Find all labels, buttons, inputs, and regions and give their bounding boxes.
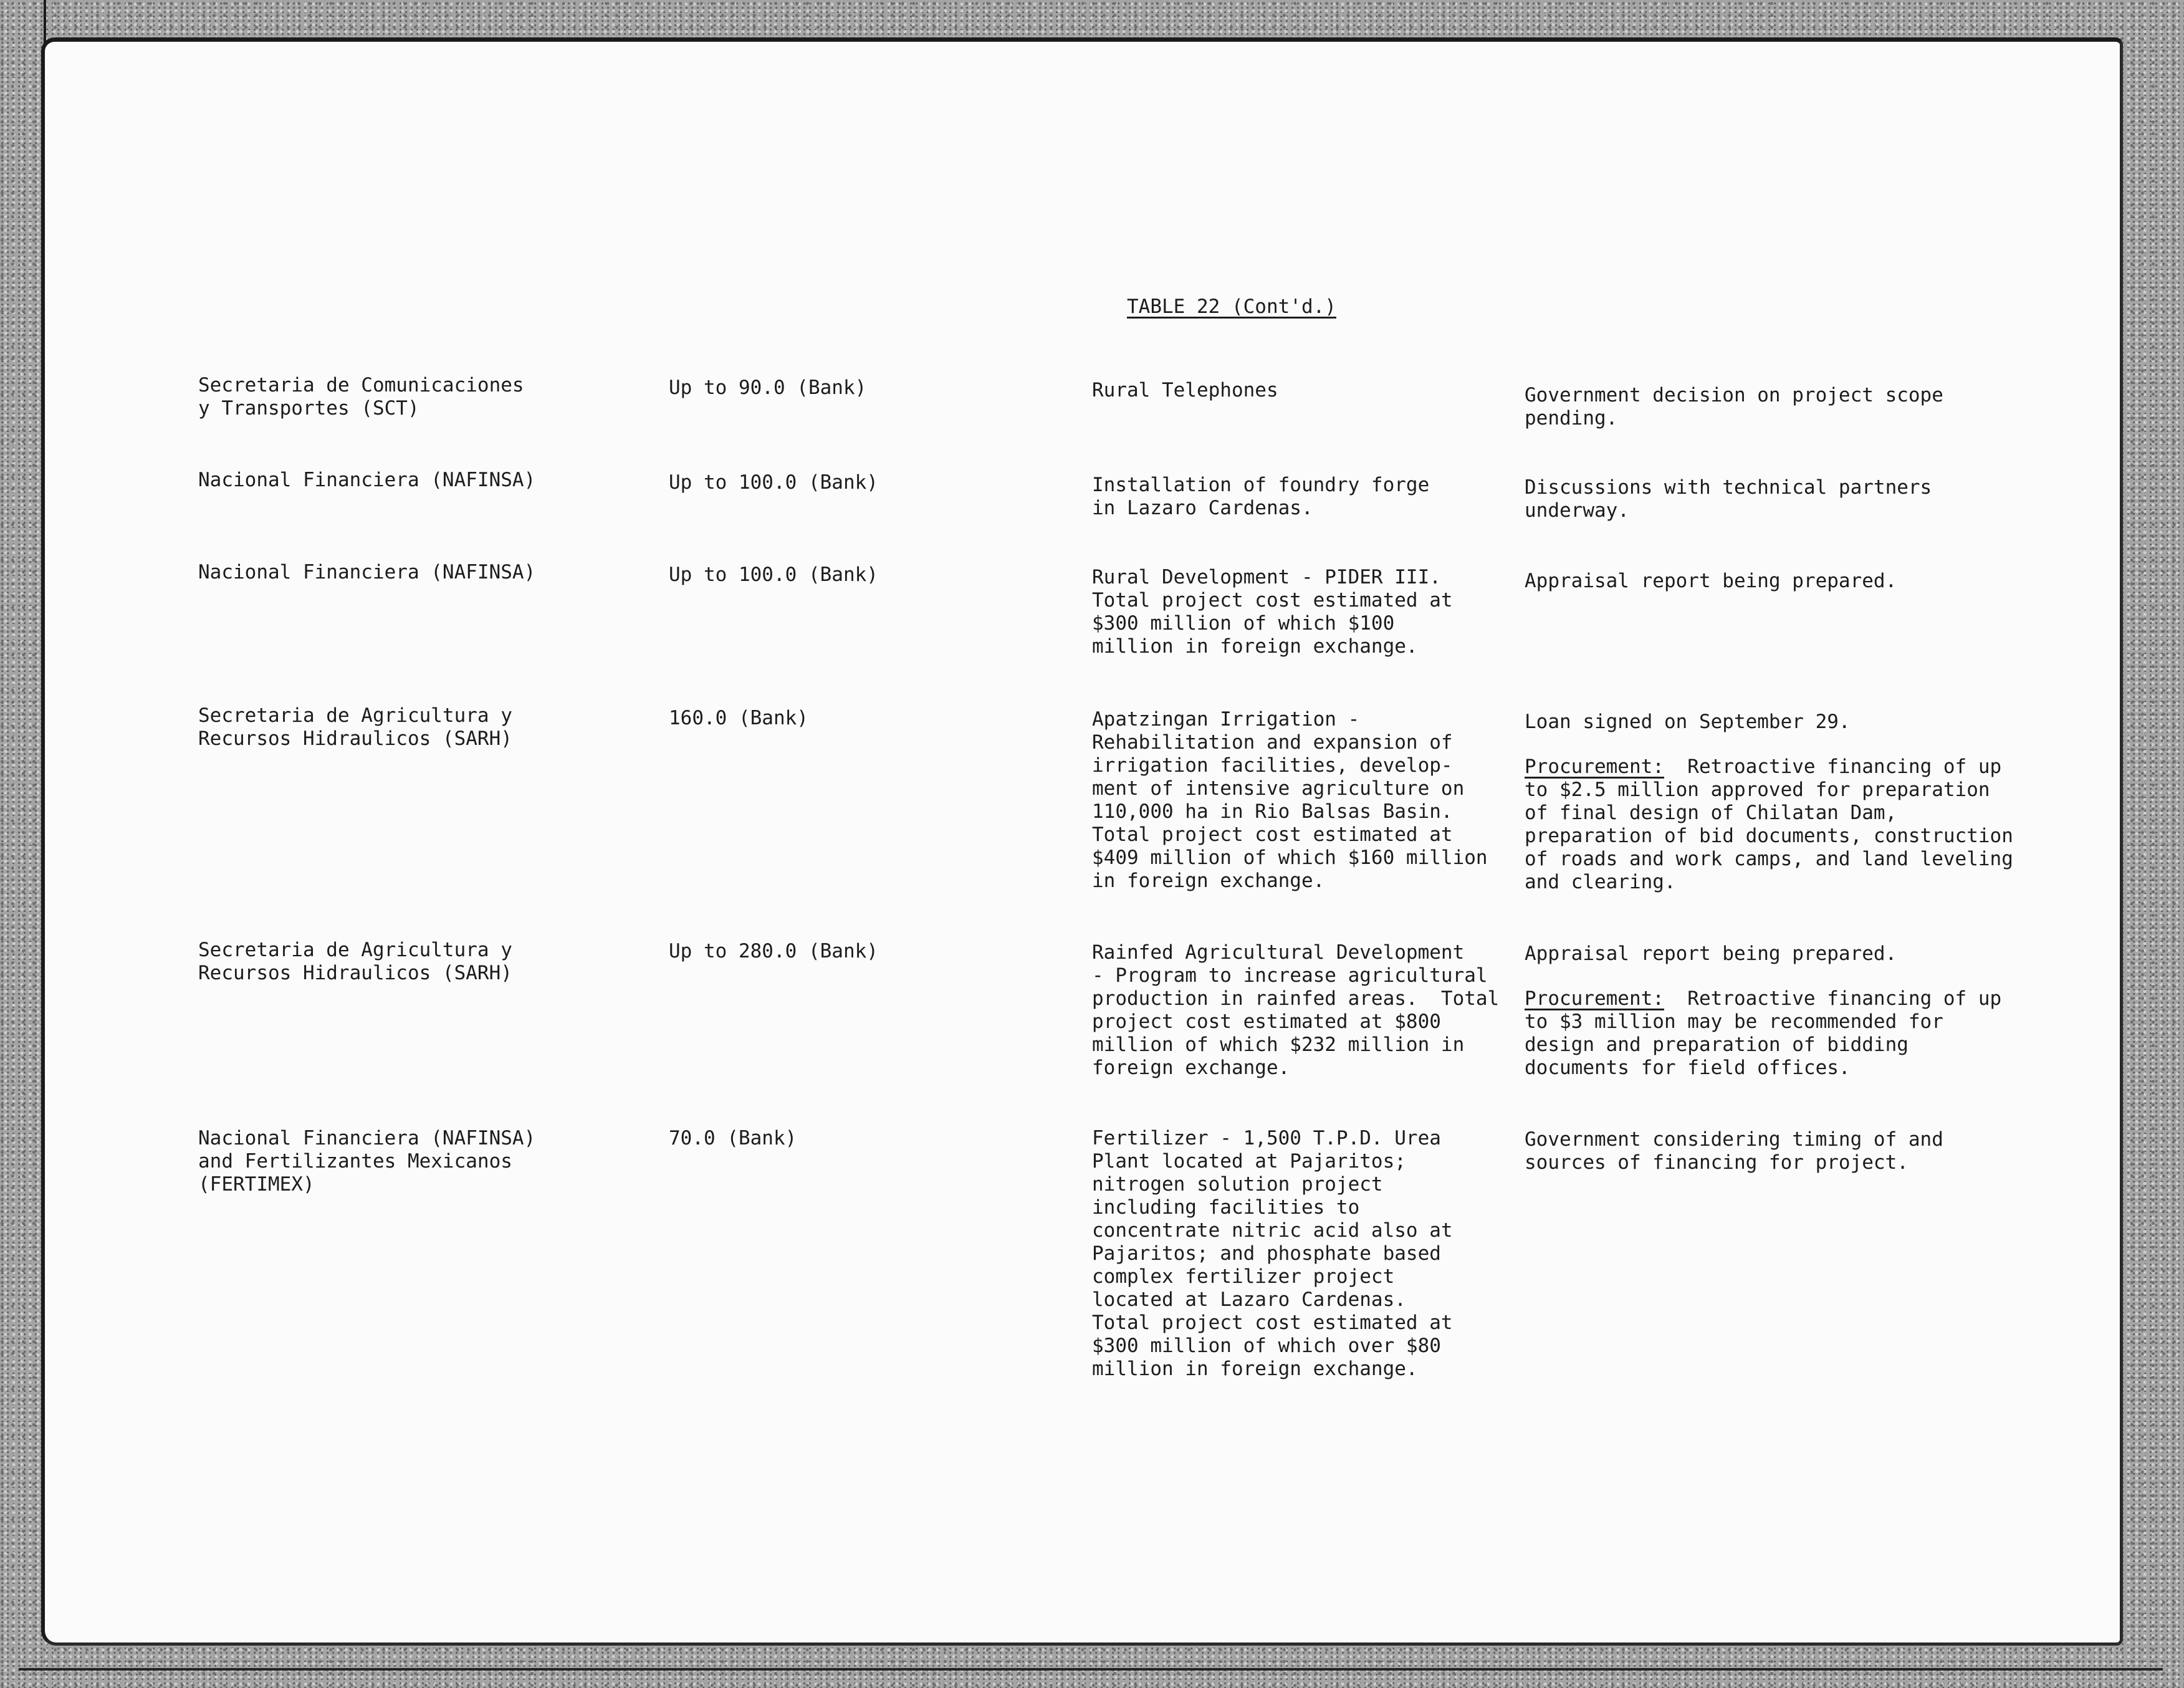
procurement-note — [1525, 755, 2013, 894]
project-cell: Rainfed Agricultural Development - Program to increase agricultural production in rainfed areas. Total project cost estimated at $800 million of which $232 million in foreign exchange. — [1092, 941, 1500, 1079]
project-cell: Rural Telephones — [1092, 379, 1278, 401]
agency-cell: Secretaria de Comunicaciones y Transportes (SCT) — [198, 374, 524, 420]
status-cell: Government considering timing of and sources of financing for project. — [1525, 1128, 1943, 1174]
procurement-rest: to $2.5 million approved for preparation of final design of Chilatan Dam, preparation of bid documents, construction of roads and work camps, and land leveling and clearing. — [1525, 779, 2013, 893]
amount-cell: Up to 90.0 (Bank) — [669, 376, 867, 399]
agency-cell: Nacional Financiera (NAFINSA) — [198, 469, 536, 491]
status-cell: Appraisal report being prepared. — [1525, 570, 1897, 592]
amount-cell: Up to 100.0 (Bank) — [669, 471, 878, 494]
status-cell: Government decision on project scope pending. — [1525, 384, 1943, 429]
procurement-label: Procurement: — [1525, 755, 1664, 778]
agency-cell: Secretaria de Agricultura y Recursos Hidraulicos (SARH) — [198, 704, 512, 750]
procurement-first-line: Retroactive financing of up — [1664, 987, 2002, 1010]
scan-edge-line — [44, 0, 46, 44]
amount-cell: 160.0 (Bank) — [669, 707, 808, 729]
table-title: TABLE 22 (Cont'd.) — [1127, 295, 1336, 318]
project-cell: Apatzingan Irrigation - Rehabilitation and expansion of irrigation facilities, develop- ment of intensive agriculture on 110,000 ha in Rio Balsas Basin. Total project cost estimated at $409 million of which $160 million in foreign exchange. — [1092, 708, 1488, 892]
agency-cell: Nacional Financiera (NAFINSA) and Fertilizantes Mexicanos (FERTIMEX) — [198, 1127, 536, 1196]
procurement-rest: to $3 million may be recommended for design and preparation of bidding documents for field offices. — [1525, 1010, 1943, 1079]
procurement-label: Procurement: — [1525, 987, 1664, 1010]
procurement-note — [1525, 987, 2001, 1080]
agency-cell: Secretaria de Agricultura y Recursos Hidraulicos (SARH) — [198, 939, 512, 984]
amount-cell: Up to 280.0 (Bank) — [669, 940, 878, 962]
project-cell: Installation of foundry forge in Lazaro Cardenas. — [1092, 474, 1430, 519]
amount-cell: Up to 100.0 (Bank) — [669, 563, 878, 586]
status-cell: Appraisal report being prepared. — [1525, 942, 1897, 965]
agency-cell: Nacional Financiera (NAFINSA) — [198, 561, 536, 583]
amount-cell: 70.0 (Bank) — [669, 1127, 797, 1149]
status-cell: Loan signed on September 29. — [1525, 711, 1851, 733]
scan-edge-line — [19, 1668, 2163, 1671]
project-cell: Rural Development - PIDER III. Total project cost estimated at $300 million of which $100 million in foreign exchange. — [1092, 566, 1453, 658]
procurement-first-line: Retroactive financing of up — [1664, 755, 2002, 778]
project-cell: Fertilizer - 1,500 T.P.D. Urea Plant located at Pajaritos; nitrogen solution project including facilities to concentrate nitric acid also at Pajaritos; and phosphate based complex fertilizer project located at Lazaro Cardenas. Total project cost estimated at $300 million of which over $80 million in foreign exchange. — [1092, 1127, 1453, 1380]
status-cell: Discussions with technical partners underway. — [1525, 476, 1932, 522]
